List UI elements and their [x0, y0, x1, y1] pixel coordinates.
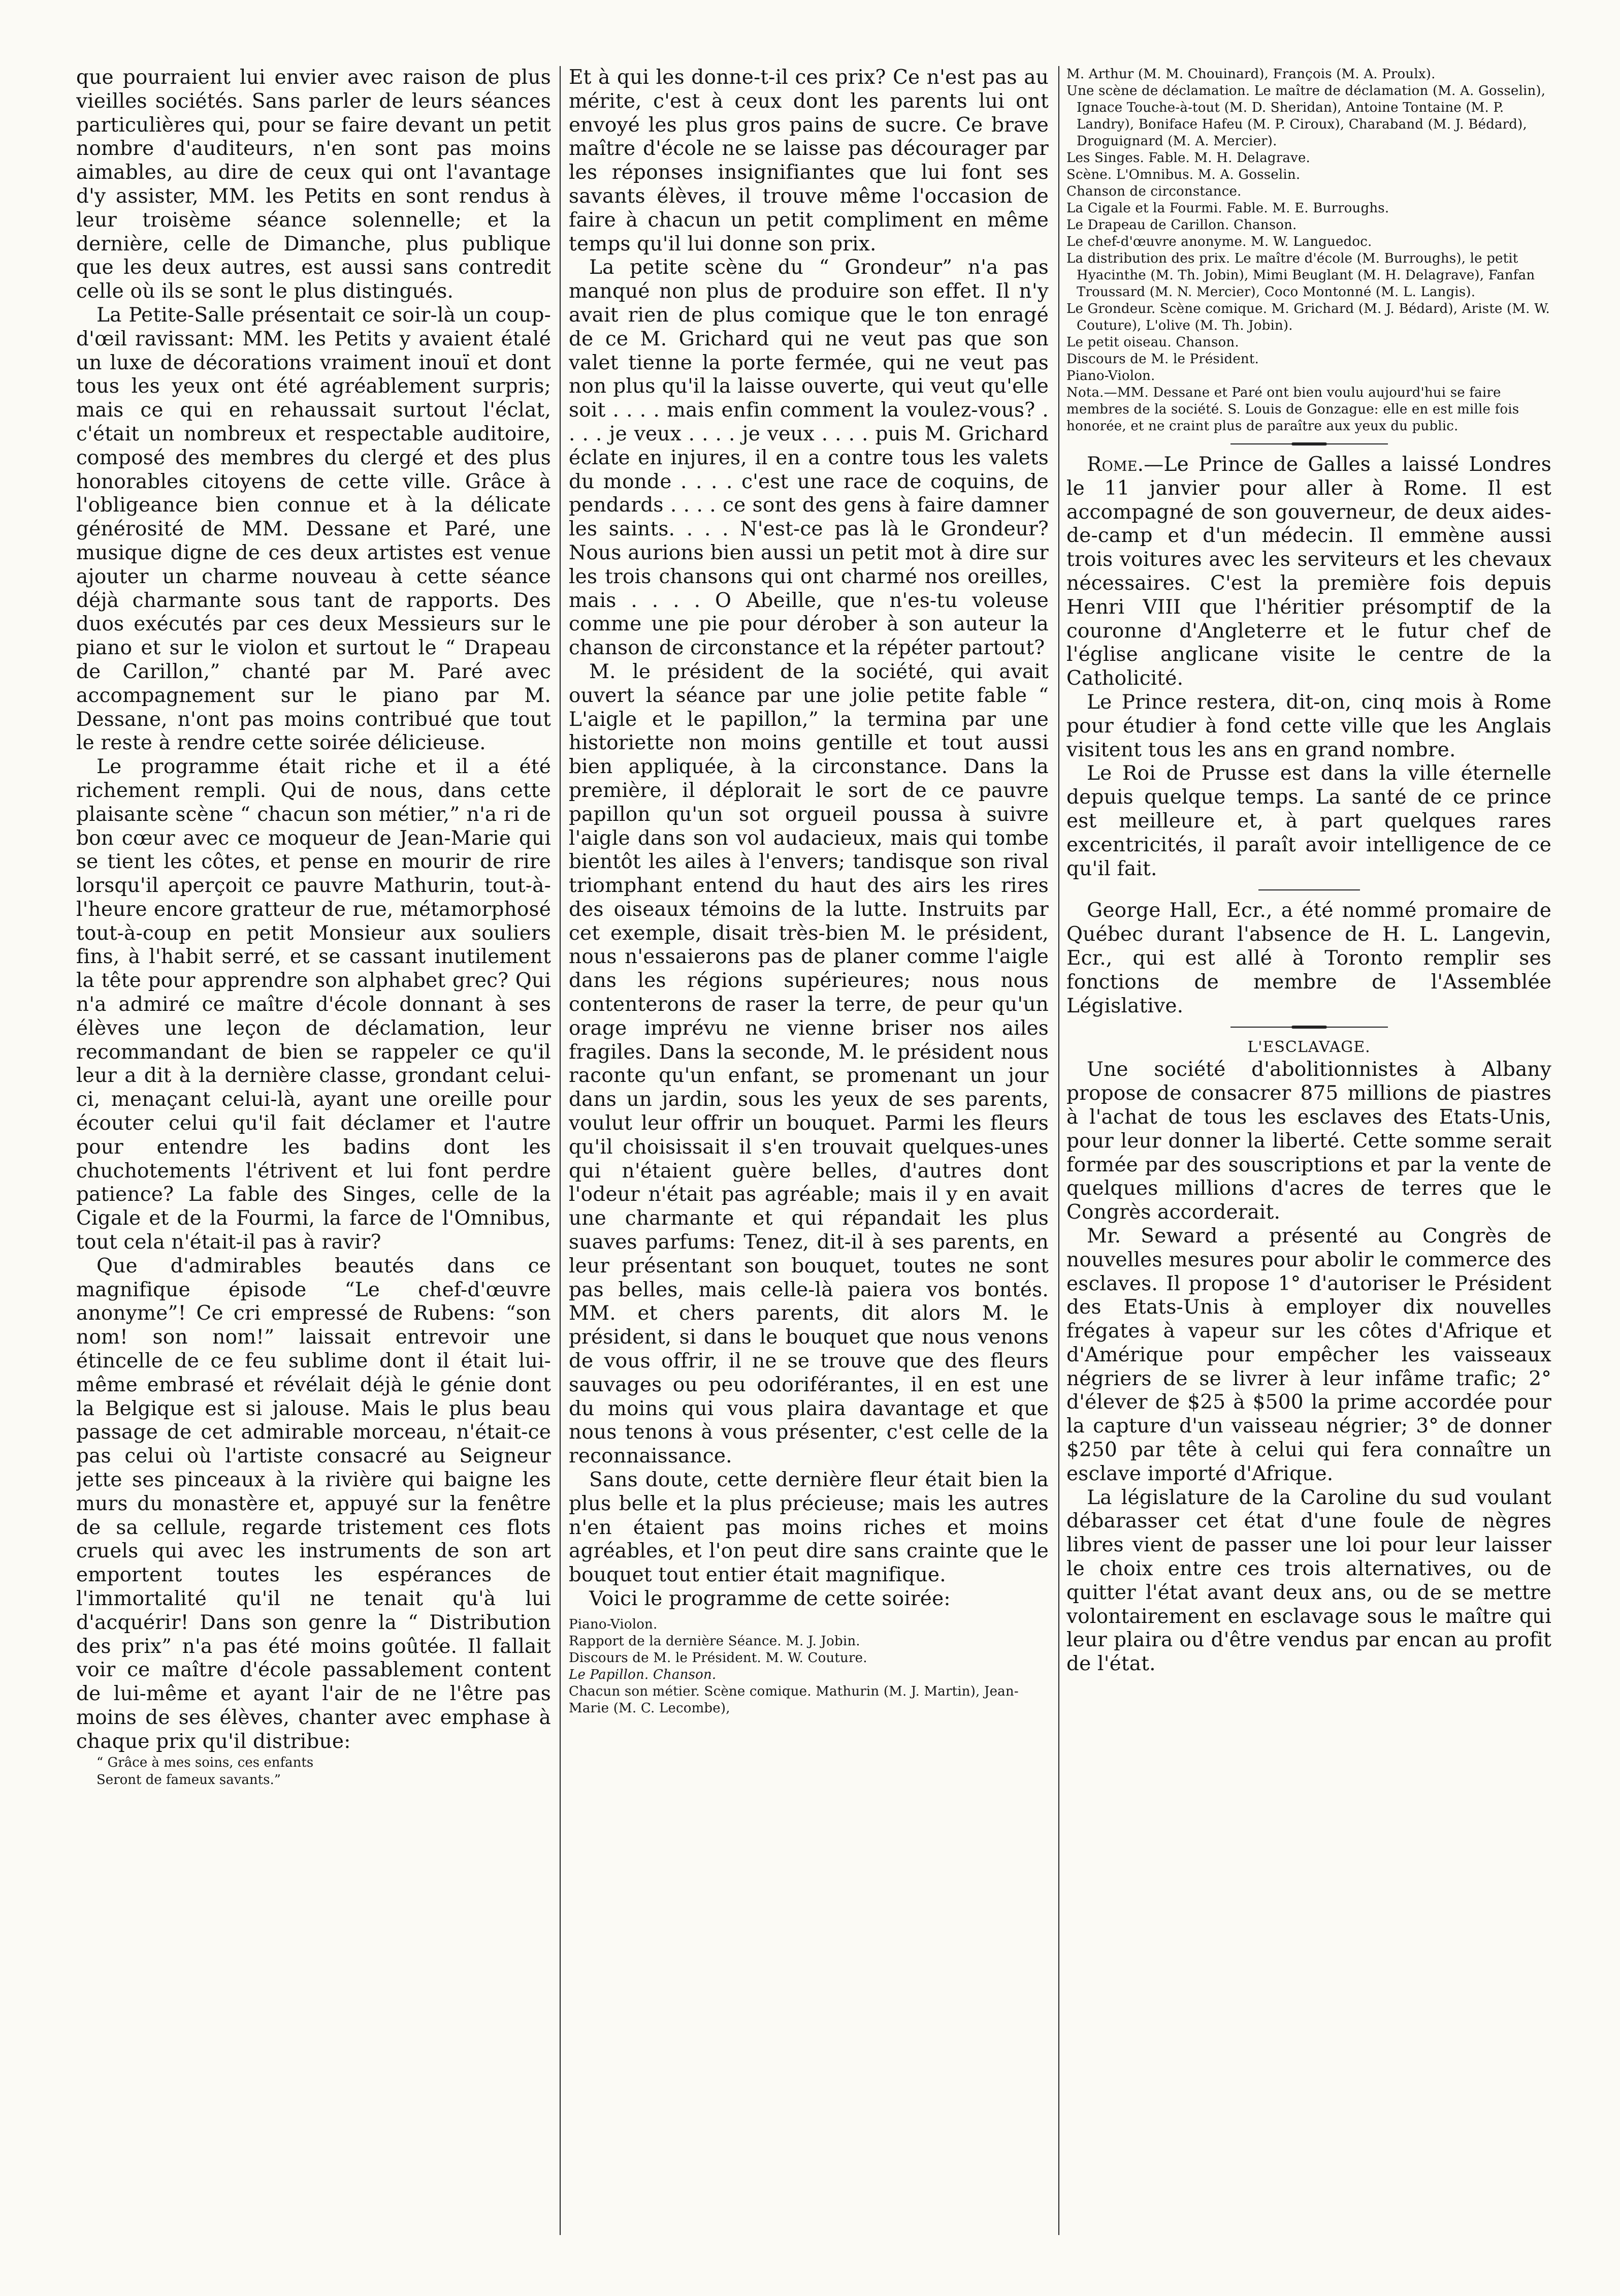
program-note: Nota.—MM. Dessane et Paré ont bien voulu aujourd'hui se faire membres de la société. S. Louis de Gonzague: elle en est mille fois honorée, et ne craint plus de paraître aux yeux du public. [1066, 385, 1519, 434]
program-item: Le Drapeau de Carillon. Chanson. [1066, 217, 1297, 233]
paragraph: Sans doute, cette dernière fleur était bien la plus belle et la plus précieuse; mais les autres n'en étaient pas moins riches et moins agréables, et l'on peut dire sans crainte que le bouquet tout entier était magnifique. [569, 1469, 1049, 1587]
program-item: M. Arthur (M. M. Chouinard), François (M. A. Proulx). [1066, 67, 1436, 82]
program-item: Discours de M. le Président. M. W. Couture. [569, 1650, 867, 1666]
paragraph: La législature de la Caroline du sud voulant débarasser cet état d'une foule de nègres libres vient de passer une loi pour leur laisser le choix entre ces trois alternatives, ou de quitter l'état avant deux ans, ou de se mettre volontairement en esclavage sous le maître qui leur plaira ou d'être vendus par encan au profit de l'état. [1066, 1486, 1551, 1676]
column-middle [569, 66, 1049, 2235]
program-item: Une scène de déclamation. Le maître de déclamation (M. A. Gosselin), Ignace Touche-à-tout (M. D. Sheridan), Antoine Tontaine (M. P. Landry), Boniface Hafeu (M. P. Ciroux), Charaband (M. J. Bédard), Droguignard (M. A. Mercier). [1066, 83, 1546, 149]
section-heading: L'ESCLAVAGE. [1247, 1038, 1371, 1057]
program-list-continued [1066, 66, 1551, 435]
verse-quote [76, 1754, 551, 1789]
paragraph: George Hall, Ecr., a été nommé promaire de Québec durant l'absence de H. L. Langevin, Ecr., qui est allé à Toronto remplir ses fonctions de membre de l'Assemblée Législative. [1066, 899, 1551, 1017]
paragraph: que pourraient lui envier avec raison de plus vieilles sociétés. Sans parler de leurs séances particulières qui, pour se faire devant un petit nombre d'auditeurs, n'en sont pas moins aimables, au dire de ceux qui ont l'avantage d'y assister, MM. les Petits en sont rendus à leur troisème séance solennelle; et la dernière, celle de Dimanche, plus publique que les deux autres, est aussi sans contredit celle où ils se sont le plus distingués. [76, 66, 551, 303]
program-item: Chacun son métier. Scène comique. Mathurin (M. J. Martin), Jean-Marie (M. C. Lecombe), [569, 1683, 1019, 1716]
paragraph: Une société d'abolitionnistes à Albany propose de consacrer 875 millions de piastres à l'achat de tous les esclaves des Etats-Unis, pour leur donner la liberté. Cette somme serait formée par des souscriptions et par la vente de quelques millions d'acres de terres que le Congrès accorderait. [1066, 1058, 1551, 1224]
program-item: Le Grondeur. Scène comique. M. Grichard (M. J. Bédard), Ariste (M. W. Couture), L'olive (M. Th. Jobin). [1066, 301, 1550, 333]
program-list [569, 1616, 1049, 1717]
section-separator [1066, 1021, 1551, 1033]
paragraph: La Petite-Salle présentait ce soir-là un coup-d'œil ravissant: MM. les Petits y avaient étalé un luxe de décorations vraiment inouï et dont tous les yeux ont été agréablement surpris; mais ce qui en rehaussait surtout l'éclat, c'était un nombreux et respectable auditoire, composé des membres du clergé et des plus honorables citoyens de cette ville. Grâce à l'obligeance bien connue et à la délicate générosité de MM. Dessane et Paré, une musique digne de ces deux artistes est venue ajouter un charme nouveau à cette séance déjà charmante sous tant de rapports. Des duos exécutés par ces deux Messieurs sur le piano et sur le violon et surtout le “ Drapeau de Carillon,” chanté par M. Paré avec accompagnement sur le piano par M. Dessane, n'ont pas moins contribué que tout le reste à rendre cette soirée délicieuse. [76, 303, 551, 755]
verse-line: “ Grâce à mes soins, ces enfants [96, 1755, 314, 1770]
program-item: Chanson de circonstance. [1066, 184, 1242, 199]
paragraph: Mr. Seward a présenté au Congrès de nouvelles mesures pour abolir le commerce des esclaves. Il propose 1° d'autoriser le Président des Etats-Unis à employer dix nouvelles frégates à vapeur sur les côtes d'Afrique et d'Amérique pour empêcher les vaisseaux négriers de se livrer à leur infâme trafic; 2° d'élever de $25 à $500 la prime accordée pour la capture d'un vaisseau négrier; 3° de donner $250 par tête à celui qui fera connaître un esclave importé d'Afrique. [1066, 1224, 1551, 1485]
column-right [1066, 66, 1551, 2235]
verse-line: Seront de fameux savants.” [96, 1772, 281, 1788]
paragraph: Le Roi de Prusse est dans la ville éternelle depuis quelque temps. La santé de ce prince est meilleure et, à part quelques rares excentricités, il paraît avoir intelligence de ce qu'il fait. [1066, 762, 1551, 880]
column-left [76, 66, 551, 2235]
dateline: Rome. [1087, 453, 1144, 476]
program-item: Piano-Violon. [569, 1616, 658, 1632]
section-separator [1066, 884, 1551, 896]
program-item: Discours de M. le Président. [1066, 352, 1259, 367]
paragraph-rome: Rome.—Le Prince de Galles a laissé Londres le 11 janvier pour aller à Rome. Il est accompagné de son gouverneur, de deux aides-de-camp et d'un médecin. Il emmène aussi trois voitures avec les serviteurs et les chevaux nécessaires. C'est la première fois depuis Henri VIII que l'héritier présomptif de la couronne d'Angleterre et le futur chef de l'église anglicane visite le centre de la Catholicité. [1066, 453, 1551, 690]
paragraph: Le Prince restera, dit-on, cinq mois à Rome pour étudier à fond cette ville que les Anglais visitent tous les ans en grand nombre. [1066, 690, 1551, 761]
column-rule [560, 66, 561, 2235]
program-item: Rapport de la dernière Séance. M. J. Jobin. [569, 1633, 860, 1649]
paragraph: La petite scène du “ Grondeur” n'a pas manqué non plus de produire son effet. Il n'y avait rien de plus comique que le ton enragé de ce M. Grichard qui ne veut pas que son valet tienne la porte fermée, qui ne veut pas non plus qu'il la laisse ouverte, qui veut qu'elle soit . . . . mais enfin comment la voulez-vous? . . . . je veux . . . . je veux . . . . puis M. Grichard éclate en injures, il en a contre tous les valets du monde . . . . c'est une race de coquins, de pendards . . . . ce sont des gens à faire damner les saints. . . . N'est-ce pas là le Grondeur? Nous aurions bien aussi un petit mot à dire sur les trois chansons qui ont charmé nos oreilles, mais . . . . O Abeille, que n'es-tu voleuse comme une pie pour dérober à son auteur la chanson de circonstance et la répéter partout? [569, 256, 1049, 660]
program-item: Piano-Violon. [1066, 368, 1155, 384]
paragraph: Que d'admirables beautés dans ce magnifique épisode “Le chef-d'œuvre anonyme”! Ce cri empressé de Rubens: “son nom! son nom!” laissait entrevoir une étincelle de ce feu sublime dont il était lui-même embrasé et révélait déjà le génie dont la Belgique est si jalouse. Mais le plus beau passage de cet admirable morceau, n'était-ce pas celui où l'artiste consacré au Seigneur jette ses pinceaux à la rivière qui baigne les murs du monastère et, appuyé sur la fenêtre de sa cellule, regarde tristement ces flots cruels qui avec les instruments de son art emportent toutes les espérances de l'immortalité qu'il ne tenait qu'à lui d'acquérir! Dans son genre la “ Distribution des prix” n'a pas été moins goûtée. Il fallait voir ce maître d'école passablement content de lui-même et ayant l'air de ne l'être pas moins de ses élèves, chanter avec emphase à chaque prix qu'il distribue: [76, 1254, 551, 1753]
column-rule [1058, 66, 1059, 2235]
paragraph: Le programme était riche et il a été richement rempli. Qui de nous, dans cette plaisante scène “ chacun son métier,” n'a ri de bon cœur avec ce moqueur de Jean-Marie qui se tient les côtes, et pense en mourir de rire lorsqu'il aperçoit ce pauvre Mathurin, tout-à-l'heure encore gratteur de rue, métamorphosé tout-à-coup en petit Monsieur aux souliers fins, à l'habit serré, et se cassant inutilement la tête pour apprendre son alphabet grec? Qui n'a admiré ce maître d'école donnant à ses élèves une leçon de déclamation, leur recommandant de bien se rappeler ce qu'il leur a dit à la dernière classe, grondant celui-ci, menaçant celui-là, ayant une oreille pour écouter celui qu'il fait déclamer et l'autre pour entendre les badins dont les chuchotements l'étrivent et lui font perdre patience? La fable des Singes, celle de la Cigale et de la Fourmi, la farce de l'Omnibus, tout cela n'était-il pas à ravir? [76, 755, 551, 1254]
program-item: Le petit oiseau. Chanson. [1066, 335, 1239, 350]
paragraph: M. le président de la société, qui avait ouvert la séance par une jolie petite fable “ L'aigle et le papillon,” la termina par une historiette non moins gentille et tout aussi bien appliquée, à la circonstance. Dans la première, il déplorait le sort de ce pauvre papillon qu'un sot orgueil poussa à suivre l'aigle dans son vol audacieux, mais qui tombe bientôt les ailes à l'envers; tandisque son rival triomphant entend du haut des airs les rires des oiseaux témoins de la lutte. Instruits par cet exemple, disait très-bien M. le président, nous n'essaierons pas de planer comme l'aigle dans les régions supérieures; nous nous contenterons de raser la terre, de peur qu'un orage imprévu ne vienne briser nos ailes fragiles. Dans la seconde, M. le président nous raconte qu'un enfant, se promenant un jour dans un jardin, sous les yeux de ses parents, voulut leur offrir un bouquet. Parmi les fleurs qu'il choisissait il s'en trouvait quelques-unes qui n'étaient guère belles, d'autres dont l'odeur n'était pas agréable; mais il y en avait une charmante et qui répandait les plus suaves parfums: Tenez, dit-il à ses parents, en leur présentant son bouquet, toutes ne sont pas belles, mais celle-là paiera vos bontés. MM. et chers parents, dit alors M. le président, si dans le bouquet que nous venons de vous offrir, il ne se trouve que des fleurs sauvages ou peu odoriférantes, il en est une du moins qui vous plaira davantage et que nous tenons à vous présenter, c'est celle de la reconnaissance. [569, 660, 1049, 1468]
paragraph: Et à qui les donne-t-il ces prix? Ce n'est pas au mérite, c'est à ceux dont les parents lui ont envoyé les plus gros pains de sucre. Ce brave maître d'école ne se laisse pas décourager par les réponses insignifiantes que lui font ses savants élèves, il trouve même l'occasion de faire à chacun un petit compliment en même temps qu'il lui donne son prix. [569, 66, 1049, 256]
program-item: La Cigale et la Fourmi. Fable. M. E. Burroughs. [1066, 201, 1389, 216]
program-item: Le chef-d'œuvre anonyme. M. W. Languedoc. [1066, 234, 1372, 249]
paragraph: Voici le programme de cette soirée: [589, 1587, 951, 1610]
program-item: Scène. L'Omnibus. M. A. Gosselin. [1066, 167, 1301, 182]
program-item: Le Papillon. Chanson. [569, 1667, 717, 1682]
section-separator [1066, 438, 1551, 450]
program-item: Les Singes. Fable. M. H. Delagrave. [1066, 150, 1311, 166]
program-item: La distribution des prix. Le maître d'école (M. Burroughs), le petit Hyacinthe (M. Th. Jobin), Mimi Beuglant (M. H. Delagrave), Fanfan Troussard (M. N. Mercier), Coco Montonné (M. L. Langis). [1066, 251, 1535, 300]
